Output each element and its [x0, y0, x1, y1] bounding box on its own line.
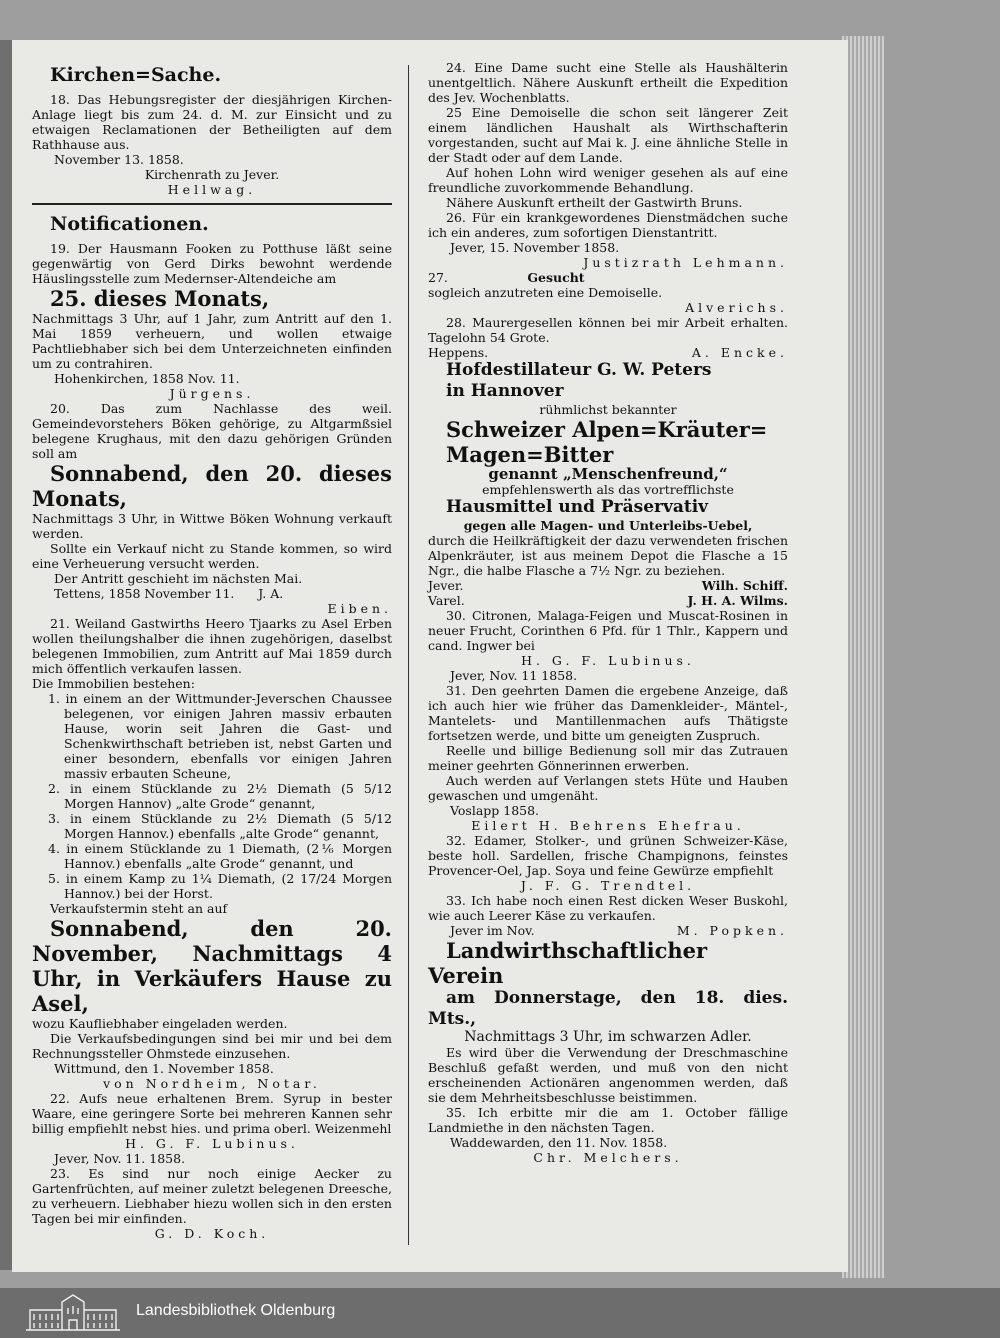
- list-item: 5. in einem Kamp zu 1¼ Diemath, (2 17/24 Morgen Hannov.) bei der Horst.: [48, 871, 392, 901]
- notice-30-place: Jever, Nov. 11 1858.: [450, 668, 578, 683]
- notice-18-name: Hellwag.: [167, 182, 257, 197]
- notice-19-date: 25. dieses Monats,: [50, 286, 270, 311]
- notice-19-body: Nachmittags 3 Uhr, auf 1 Jahr, zum Antritt auf den 1. Mai 1859 verheuern, und wollen etwaige Pachtliebhaber sich bei dem Unterzeichneten einfinden um zu contrahiren.: [32, 311, 392, 371]
- verein-title: Landwirthschaftlicher Verein: [428, 938, 708, 988]
- notice-31-signer: Eilert H. Behrens Ehefrau.: [471, 818, 745, 833]
- notice-19-signer: Jürgens.: [169, 386, 255, 401]
- notice-27-signer: Alverichs.: [685, 300, 788, 315]
- notice-21: 21. Weiland Gastwirths Heero Tjaarks zu Asel Erben wollen theilungshalber die ihnen zugehörigen, daselbst belegenen Immobilien, zum Antritt auf Mai 1859 durch mich öffentlich verkaufen lassen.: [32, 616, 392, 676]
- list-item: 4. in einem Stücklande zu 1 Diemath, (2⅙ Morgen Hannov.) ebenfalls „alte Grode“ genannt, und: [48, 841, 392, 871]
- ad-recommend: empfehlenswerth als das vortrefflichste: [482, 482, 734, 497]
- library-name: Landesbibliothek Oldenburg: [136, 1302, 336, 1319]
- notice-20: 20. Das zum Nachlasse des weil. Gemeindevorstehers Böken gehörige, zu Altgarmßsiel belegene Krughaus, mit den dazu gehörigen Gründen soll am: [32, 401, 392, 461]
- right-column: [428, 60, 788, 1165]
- notice-21-intro: Die Immobilien bestehen:: [32, 676, 195, 691]
- notice-27-heading: 27. Gesucht: [428, 270, 585, 285]
- list-item: 3. in einem Stücklande zu 2½ Diemath (5 5/12 Morgen Hannov.) ebenfalls „alte Grode“ genannt,: [48, 811, 392, 841]
- notice-32: 32. Edamer, Stolker-, und grünen Schweizer-Käse, beste holl. Sardellen, frische Champignons, feinstes Provencer-Oel, Jap. Soya und feine Gewürze empfiehlt: [428, 833, 788, 878]
- library-building-icon: [22, 1292, 124, 1334]
- notice-20-antritt: Der Antritt geschieht im nächsten Mai.: [54, 571, 303, 586]
- notice-22-place: Jever, Nov. 11. 1858.: [54, 1151, 186, 1166]
- notice-21-termin: Verkaufstermin steht an auf: [50, 901, 228, 916]
- ad-peters-city: in Hannover: [446, 381, 564, 401]
- notice-21-place: Wittmund, den 1. November 1858.: [54, 1061, 274, 1076]
- ad-peters-title: Hofdestillateur G. W. Peters: [446, 360, 712, 380]
- notice-33-place: Jever im Nov. M. Popken.: [450, 923, 788, 938]
- notice-21-signer: von Nordheim, Notar.: [103, 1076, 321, 1091]
- ad-peters-known: rühmlichst bekannter: [539, 402, 677, 417]
- ad-hausmittel: Hausmittel und Präservativ: [446, 497, 709, 517]
- ad-against: gegen alle Magen- und Unterleibs-Uebel,: [463, 518, 753, 533]
- ad-product-name: genannt „Menschenfreund,“: [488, 465, 728, 483]
- list-item: 1. in einem an der Wittmunder-Jeverschen Chaussee belegenen, vor einigen Jahren massiv erbauten Hause, worin seit Jahren die Gast- und Schenkwirthschaft betrieben ist, nebst Garten und einer besondern, ebenfalls vor einigen Jahren massiv erbauten Scheune,: [48, 691, 392, 781]
- notice-35-place: Waddewarden, den 11. Nov. 1858.: [450, 1135, 668, 1150]
- ad-body: durch die Heilkräftigkeit der dazu verwendeten frischen Alpenkräuter, ist aus meinem Depot die Flasche a 15 Ngr., die halbe Flasche a 7½ Ngr. zu beziehen.: [428, 533, 788, 578]
- notice-20-place: Tettens, 1858 November 11. J. A.: [54, 586, 284, 601]
- notice-35-signer: Chr. Melchers.: [533, 1150, 683, 1165]
- ad-product-1: Schweizer Alpen=Kräuter=: [446, 417, 768, 442]
- notice-18-date: November 13. 1858.: [54, 152, 184, 167]
- section-rule: [32, 203, 392, 205]
- notice-24: 24. Eine Dame sucht eine Stelle als Haushälterin unentgeltlich. Nähere Auskunft ertheilt die Expedition des Jev. Wochenblatts.: [428, 60, 788, 105]
- ad-seller-varel: Varel. J. H. A. Wilms.: [428, 593, 788, 608]
- notice-35: 35. Ich erbitte mir die am 1. October fällige Landmiethe in den nächsten Tagen.: [428, 1105, 788, 1135]
- notice-30: 30. Citronen, Malaga-Feigen und Muscat-Rosinen in neuer Frucht, Corinthen 6 Pfd. für 1 Thlr., Kappern und cand. Ingwer bei: [428, 608, 788, 653]
- previous-page-edge: [0, 40, 12, 1270]
- notificationen-heading: Notificationen.: [50, 213, 209, 235]
- notice-30-signer: H. G. F. Lubinus.: [521, 653, 695, 668]
- notice-26: 26. Für ein krankgewordenes Dienstmädchen suche ich ein anderes, zum sofortigen Dienstantritt.: [428, 210, 788, 240]
- ad-product-2: Magen=Bitter: [446, 442, 614, 467]
- notice-22-signer: H. G. F. Lubinus.: [125, 1136, 299, 1151]
- notice-22: 22. Aufs neue erhaltenen Brem. Syrup in bester Waare, eine geringere Sorte bei mehreren Kannen sehr billig empfiehlt nebst hies. und prima oberl. Weizenmehl: [32, 1091, 392, 1136]
- kirchen-heading: Kirchen=Sache.: [50, 64, 222, 86]
- verein-date: am Donnerstage, den 18. dies. Mts.,: [428, 988, 788, 1029]
- notice-21-body: wozu Kaufliebhaber eingeladen werden.: [32, 1016, 288, 1031]
- notice-31-place: Voslapp 1858.: [450, 803, 540, 818]
- notice-20-date: Sonnabend, den 20. dieses Monats,: [32, 461, 392, 511]
- notice-26-place: Jever, 15. November 1858.: [450, 240, 620, 255]
- notice-19-place: Hohenkirchen, 1858 Nov. 11.: [54, 371, 240, 386]
- notice-28-place: Heppens. A. Encke.: [428, 345, 788, 360]
- notice-23-signer: G. D. Koch.: [154, 1226, 270, 1241]
- notice-20-extra: Sollte ein Verkauf nicht zu Stande kommen, so wird eine Verheuerung versucht werden.: [32, 541, 392, 571]
- notice-26-signer: Justizrath Lehmann.: [583, 255, 788, 270]
- notice-19: 19. Der Hausmann Fooken zu Potthuse läßt seine gegenwärtig von Gerd Dirks bewohnt werdende Häuslingsstelle zum Medernser-Altendeiche am: [32, 241, 392, 286]
- notice-23: 23. Es sind nur noch einige Aecker zu Gartenfrüchten, auf meiner zuletzt belegenen Dreesche, zu verheuern. Liebhaber hiezu wollen sich in den ersten Tagen bei mir einfinden.: [32, 1166, 392, 1226]
- verein-time: Nachmittags 3 Uhr, im schwarzen Adler.: [464, 1029, 752, 1045]
- notice-18-signer: Kirchenrath zu Jever.: [144, 167, 280, 182]
- notice-21-conditions: Die Verkaufsbedingungen sind bei mir und bei dem Rechnungssteller Ohmstede einzusehen.: [32, 1031, 392, 1061]
- verein-body: Es wird über die Verwendung der Dreschmaschine Beschluß gefaßt werden, und muß von den nicht erscheinenden Actionären angenommen werden, daß sie dem Mehrheitsbeschlusse beistimmen.: [428, 1045, 788, 1105]
- notice-20-signer: Eiben.: [327, 601, 392, 616]
- column-divider: [408, 65, 409, 1245]
- notice-31-body: Reelle und billige Bedienung soll mir das Zutrauen meiner geehrten Gönnerinnen erwerben.: [428, 743, 788, 773]
- list-item: 2. in einem Stücklande zu 2½ Diemath (5 5/12 Morgen Hannov) „alte Grode“ genannt,: [48, 781, 392, 811]
- notice-25-body: Auf hohen Lohn wird weniger gesehen als auf eine freundliche zuvorkommende Behandlung.: [428, 165, 788, 195]
- notice-31-extra: Auch werden auf Verlangen stets Hüte und Hauben gewaschen und umgenäht.: [428, 773, 788, 803]
- book-page-edges: [842, 36, 884, 1278]
- notice-33: 33. Ich habe noch einen Rest dicken Weser Buskohl, wie auch Leerer Käse zu verkaufen.: [428, 893, 788, 923]
- notice-21-date: Sonnabend, den 20. November, Nachmittags 4 Uhr, in Verkäufers Hause zu Asel,: [32, 916, 392, 1016]
- notice-31: 31. Den geehrten Damen die ergebene Anzeige, daß ich auch hier wie früher das Damenkleider-, Mäntel-, Mantelets- und Mantillenmachen aufs Thätigste fortsetzen werde, und bitte um geneigten Zuspruch.: [428, 683, 788, 743]
- notice-27: sogleich anzutreten eine Demoiselle.: [428, 285, 663, 300]
- notice-25: 25 Eine Demoiselle die schon seit längerer Zeit einem ländlichen Haushalt als Wirthschafterin vorgestanden, sucht auf Mai k. J. eine ähnliche Stelle in der Stadt oder auf dem Lande.: [428, 105, 788, 165]
- ad-seller-jever: Jever. Wilh. Schiff.: [428, 578, 788, 593]
- notice-28: 28. Maurergesellen können bei mir Arbeit erhalten. Tagelohn 54 Grote.: [428, 315, 788, 345]
- left-column: [32, 60, 392, 1241]
- notice-32-signer: J. F. G. Trendtel.: [520, 878, 696, 893]
- notice-18: 18. Das Hebungsregister der diesjährigen Kirchen-Anlage liegt bis zum 24. d. M. zur Einsicht und zu etwaigen Reclamationen der Betheiligten auf dem Rathhause aus.: [32, 92, 392, 152]
- notice-20-body: Nachmittags 3 Uhr, in Wittwe Böken Wohnung verkauft werden.: [32, 511, 392, 541]
- notice-25-info: Nähere Auskunft ertheilt der Gastwirth Bruns.: [446, 195, 743, 210]
- library-footer: [0, 1288, 1000, 1338]
